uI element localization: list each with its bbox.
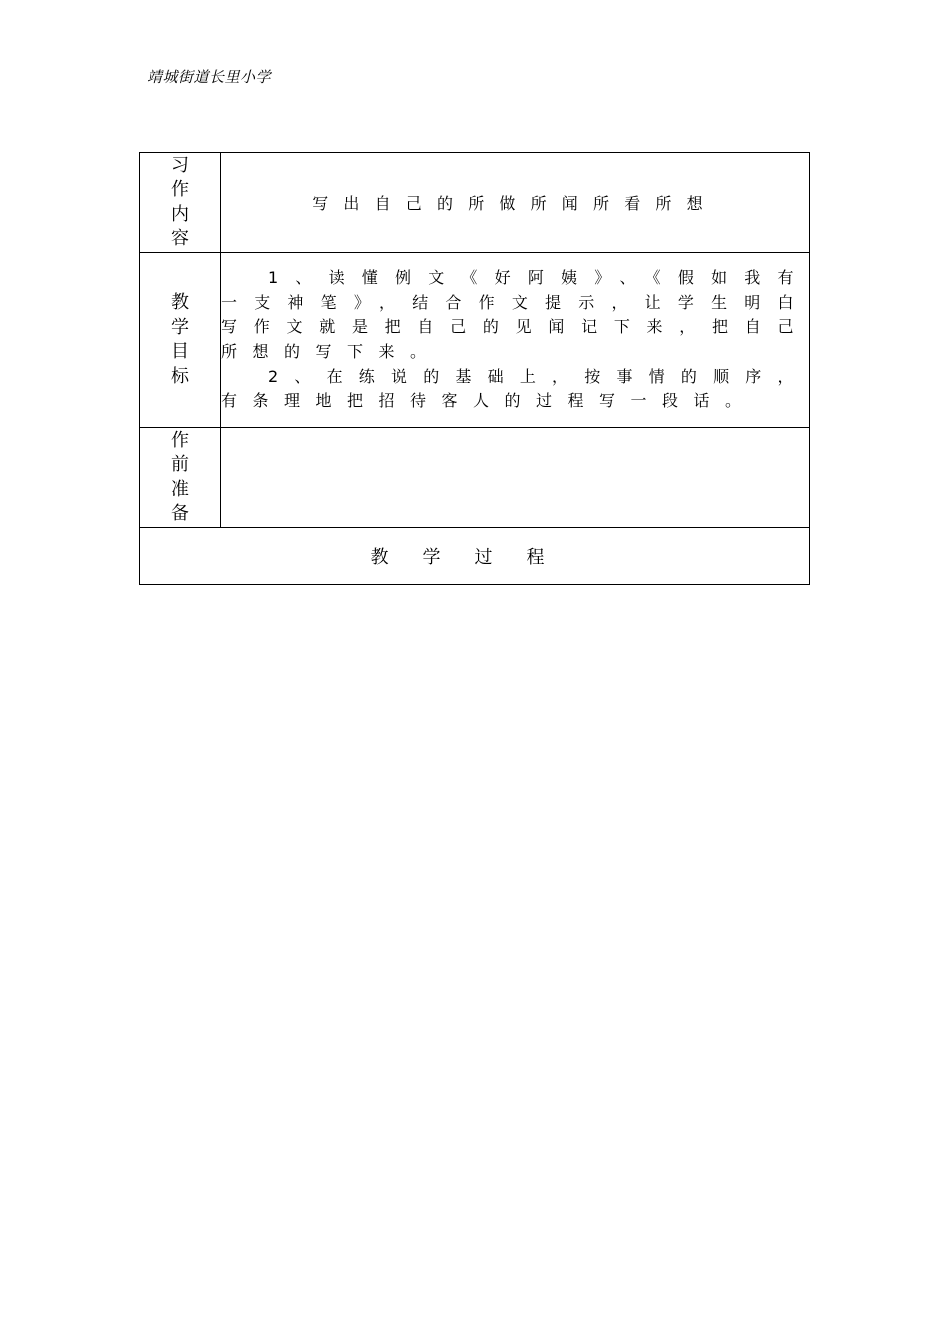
prep-row (140, 428, 810, 528)
content-label: 习作内容 (171, 154, 189, 249)
goal-item-1: 1、读懂例文《好阿姨》、《假如我有一支神笔》，结合作文提示，让学生明白写作文就是把自己的见闻记下来，把自己所想的写下来。 (221, 268, 809, 361)
process-row (140, 528, 810, 585)
prep-label: 作前准备 (171, 429, 189, 524)
goals-cell (221, 253, 810, 428)
content-label-cell (140, 153, 221, 253)
content-text: 写出自己的所做所闻所看所想 (221, 153, 810, 253)
prep-label-cell (140, 428, 221, 528)
school-header: 靖城街道长里小学 (147, 68, 272, 86)
goal-item-2: 2、在练说的基础上，按事情的顺序，有条理地把招待客人的过程写一段话。 (221, 366, 809, 411)
goals-row (140, 253, 810, 428)
process-heading: 教学过程 (140, 528, 810, 585)
goals-label-cell (140, 253, 221, 428)
content-row (140, 153, 810, 253)
goals-label: 教学目标 (171, 292, 189, 387)
prep-content (221, 428, 810, 528)
lesson-plan-table (139, 152, 810, 585)
